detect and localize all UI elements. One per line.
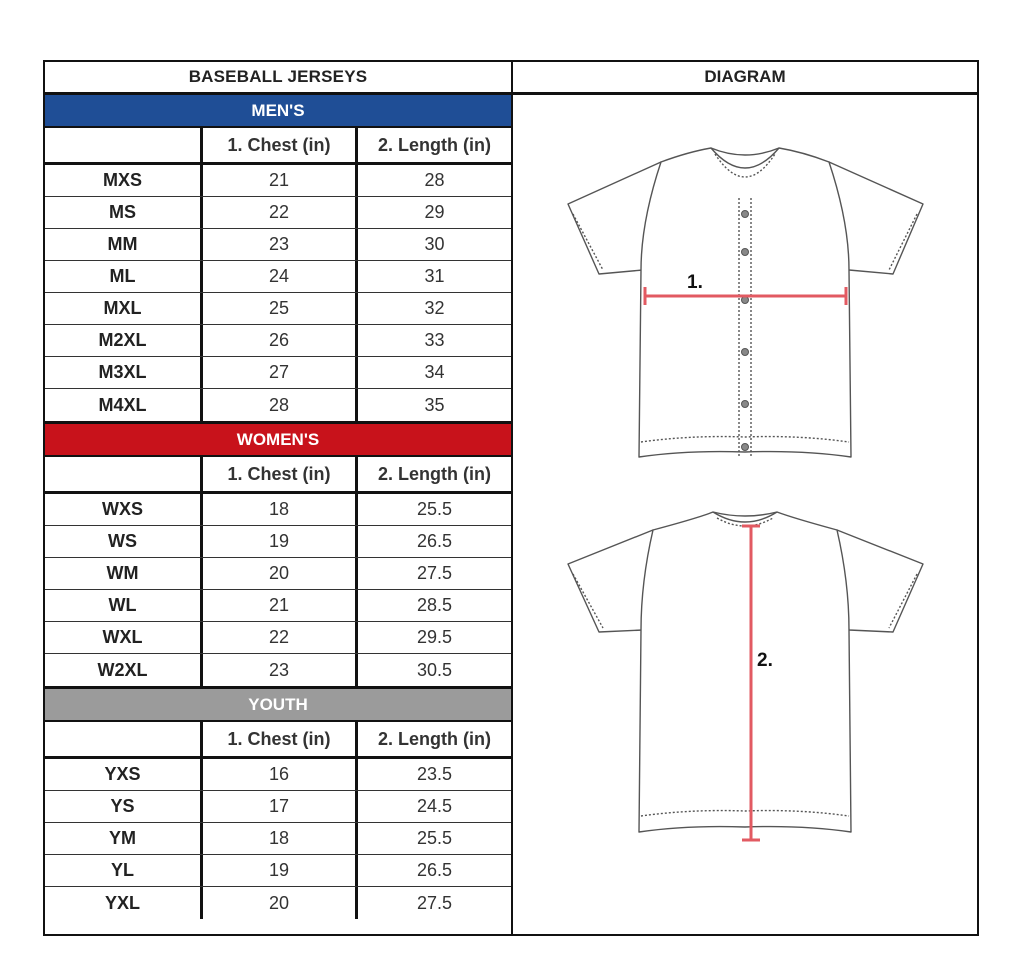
table-row bbox=[45, 494, 511, 526]
length-cell: 30 bbox=[355, 229, 511, 260]
length-cell: 31 bbox=[355, 261, 511, 292]
length-cell: 24.5 bbox=[355, 791, 511, 822]
chest-cell: 18 bbox=[200, 823, 355, 854]
section-mens bbox=[45, 95, 511, 424]
column-header-size bbox=[45, 722, 200, 756]
size-cell: MM bbox=[107, 234, 138, 254]
chest-cell: 22 bbox=[200, 197, 355, 228]
size-cell: YM bbox=[109, 828, 136, 848]
column-header-size bbox=[45, 457, 200, 491]
column-header-length: 2. Length (in) bbox=[355, 722, 511, 756]
size-chart bbox=[43, 60, 979, 936]
column-header-length: 2. Length (in) bbox=[355, 457, 511, 491]
table-row bbox=[45, 558, 511, 590]
column-header-length: 2. Length (in) bbox=[355, 128, 511, 162]
length-cell: 25.5 bbox=[355, 494, 511, 525]
chest-cell: 28 bbox=[200, 389, 355, 421]
size-cell: WXL bbox=[102, 627, 143, 647]
length-cell: 29.5 bbox=[355, 622, 511, 653]
jersey-front-icon bbox=[513, 102, 977, 462]
size-cell: YXL bbox=[104, 892, 140, 913]
chest-measure-label: 1. bbox=[687, 272, 703, 293]
length-cell: 35 bbox=[355, 389, 511, 421]
column-header-chest: 1. Chest (in) bbox=[200, 722, 355, 756]
table-row bbox=[45, 389, 511, 421]
size-cell: WXS bbox=[101, 499, 143, 519]
length-cell: 28 bbox=[355, 165, 511, 196]
length-cell: 33 bbox=[355, 325, 511, 356]
chest-cell: 27 bbox=[200, 357, 355, 388]
table-row bbox=[45, 526, 511, 558]
size-cell: W2XL bbox=[97, 659, 148, 680]
column-header-size bbox=[45, 128, 200, 162]
chest-cell: 19 bbox=[200, 855, 355, 886]
chest-cell: 18 bbox=[200, 494, 355, 525]
section-youth bbox=[45, 689, 511, 919]
length-cell: 26.5 bbox=[355, 855, 511, 886]
length-cell: 23.5 bbox=[355, 759, 511, 790]
size-cell: M4XL bbox=[98, 394, 147, 415]
table-row bbox=[45, 165, 511, 197]
table-row bbox=[45, 791, 511, 823]
size-cell: MXL bbox=[103, 298, 142, 318]
column-header-row bbox=[45, 128, 511, 165]
table-row bbox=[45, 759, 511, 791]
length-cell: 27.5 bbox=[355, 887, 511, 919]
table-row bbox=[45, 855, 511, 887]
length-cell: 28.5 bbox=[355, 590, 511, 621]
column-header-chest: 1. Chest (in) bbox=[200, 128, 355, 162]
diagram-title: DIAGRAM bbox=[513, 62, 977, 95]
chest-cell: 20 bbox=[200, 887, 355, 919]
table-row bbox=[45, 590, 511, 622]
column-header-row bbox=[45, 457, 511, 494]
table-row bbox=[45, 197, 511, 229]
chest-cell: 17 bbox=[200, 791, 355, 822]
chest-cell: 21 bbox=[200, 165, 355, 196]
length-cell: 26.5 bbox=[355, 526, 511, 557]
section-womens bbox=[45, 424, 511, 689]
size-cell: WL bbox=[108, 595, 137, 615]
size-cell: M2XL bbox=[98, 330, 147, 350]
length-measure-label: 2. bbox=[757, 650, 773, 671]
length-cell: 29 bbox=[355, 197, 511, 228]
chest-cell: 24 bbox=[200, 261, 355, 292]
chest-cell: 21 bbox=[200, 590, 355, 621]
chest-cell: 20 bbox=[200, 558, 355, 589]
column-header-chest: 1. Chest (in) bbox=[200, 457, 355, 491]
section-band-youth: YOUTH bbox=[45, 689, 511, 722]
table-row bbox=[45, 887, 511, 919]
chest-cell: 23 bbox=[200, 654, 355, 686]
diagram-panel bbox=[511, 62, 977, 934]
table-row bbox=[45, 293, 511, 325]
size-cell: ML bbox=[109, 266, 136, 286]
chest-cell: 23 bbox=[200, 229, 355, 260]
section-band-womens: WOMEN'S bbox=[45, 424, 511, 457]
table-row bbox=[45, 654, 511, 686]
chest-cell: 16 bbox=[200, 759, 355, 790]
table-row bbox=[45, 357, 511, 389]
size-cell: MXS bbox=[102, 170, 142, 190]
chest-cell: 19 bbox=[200, 526, 355, 557]
chest-cell: 26 bbox=[200, 325, 355, 356]
size-cell: YXS bbox=[104, 764, 141, 784]
table-row bbox=[45, 261, 511, 293]
table-row bbox=[45, 229, 511, 261]
column-header-row bbox=[45, 722, 511, 759]
length-cell: 27.5 bbox=[355, 558, 511, 589]
size-cell: YS bbox=[110, 796, 135, 816]
chest-cell: 25 bbox=[200, 293, 355, 324]
size-cell: M3XL bbox=[98, 362, 147, 382]
jersey-back-icon bbox=[513, 482, 977, 842]
table-row bbox=[45, 622, 511, 654]
size-cell: YL bbox=[110, 860, 134, 880]
length-cell: 25.5 bbox=[355, 823, 511, 854]
length-cell: 32 bbox=[355, 293, 511, 324]
table-row bbox=[45, 823, 511, 855]
size-cell: WS bbox=[108, 531, 137, 551]
section-band-mens: MEN'S bbox=[45, 95, 511, 128]
size-cell: WM bbox=[106, 563, 139, 583]
size-table bbox=[45, 62, 511, 934]
size-cell: MS bbox=[109, 202, 136, 222]
length-cell: 30.5 bbox=[355, 654, 511, 686]
chest-cell: 22 bbox=[200, 622, 355, 653]
table-title: BASEBALL JERSEYS bbox=[45, 62, 511, 95]
table-row bbox=[45, 325, 511, 357]
length-cell: 34 bbox=[355, 357, 511, 388]
